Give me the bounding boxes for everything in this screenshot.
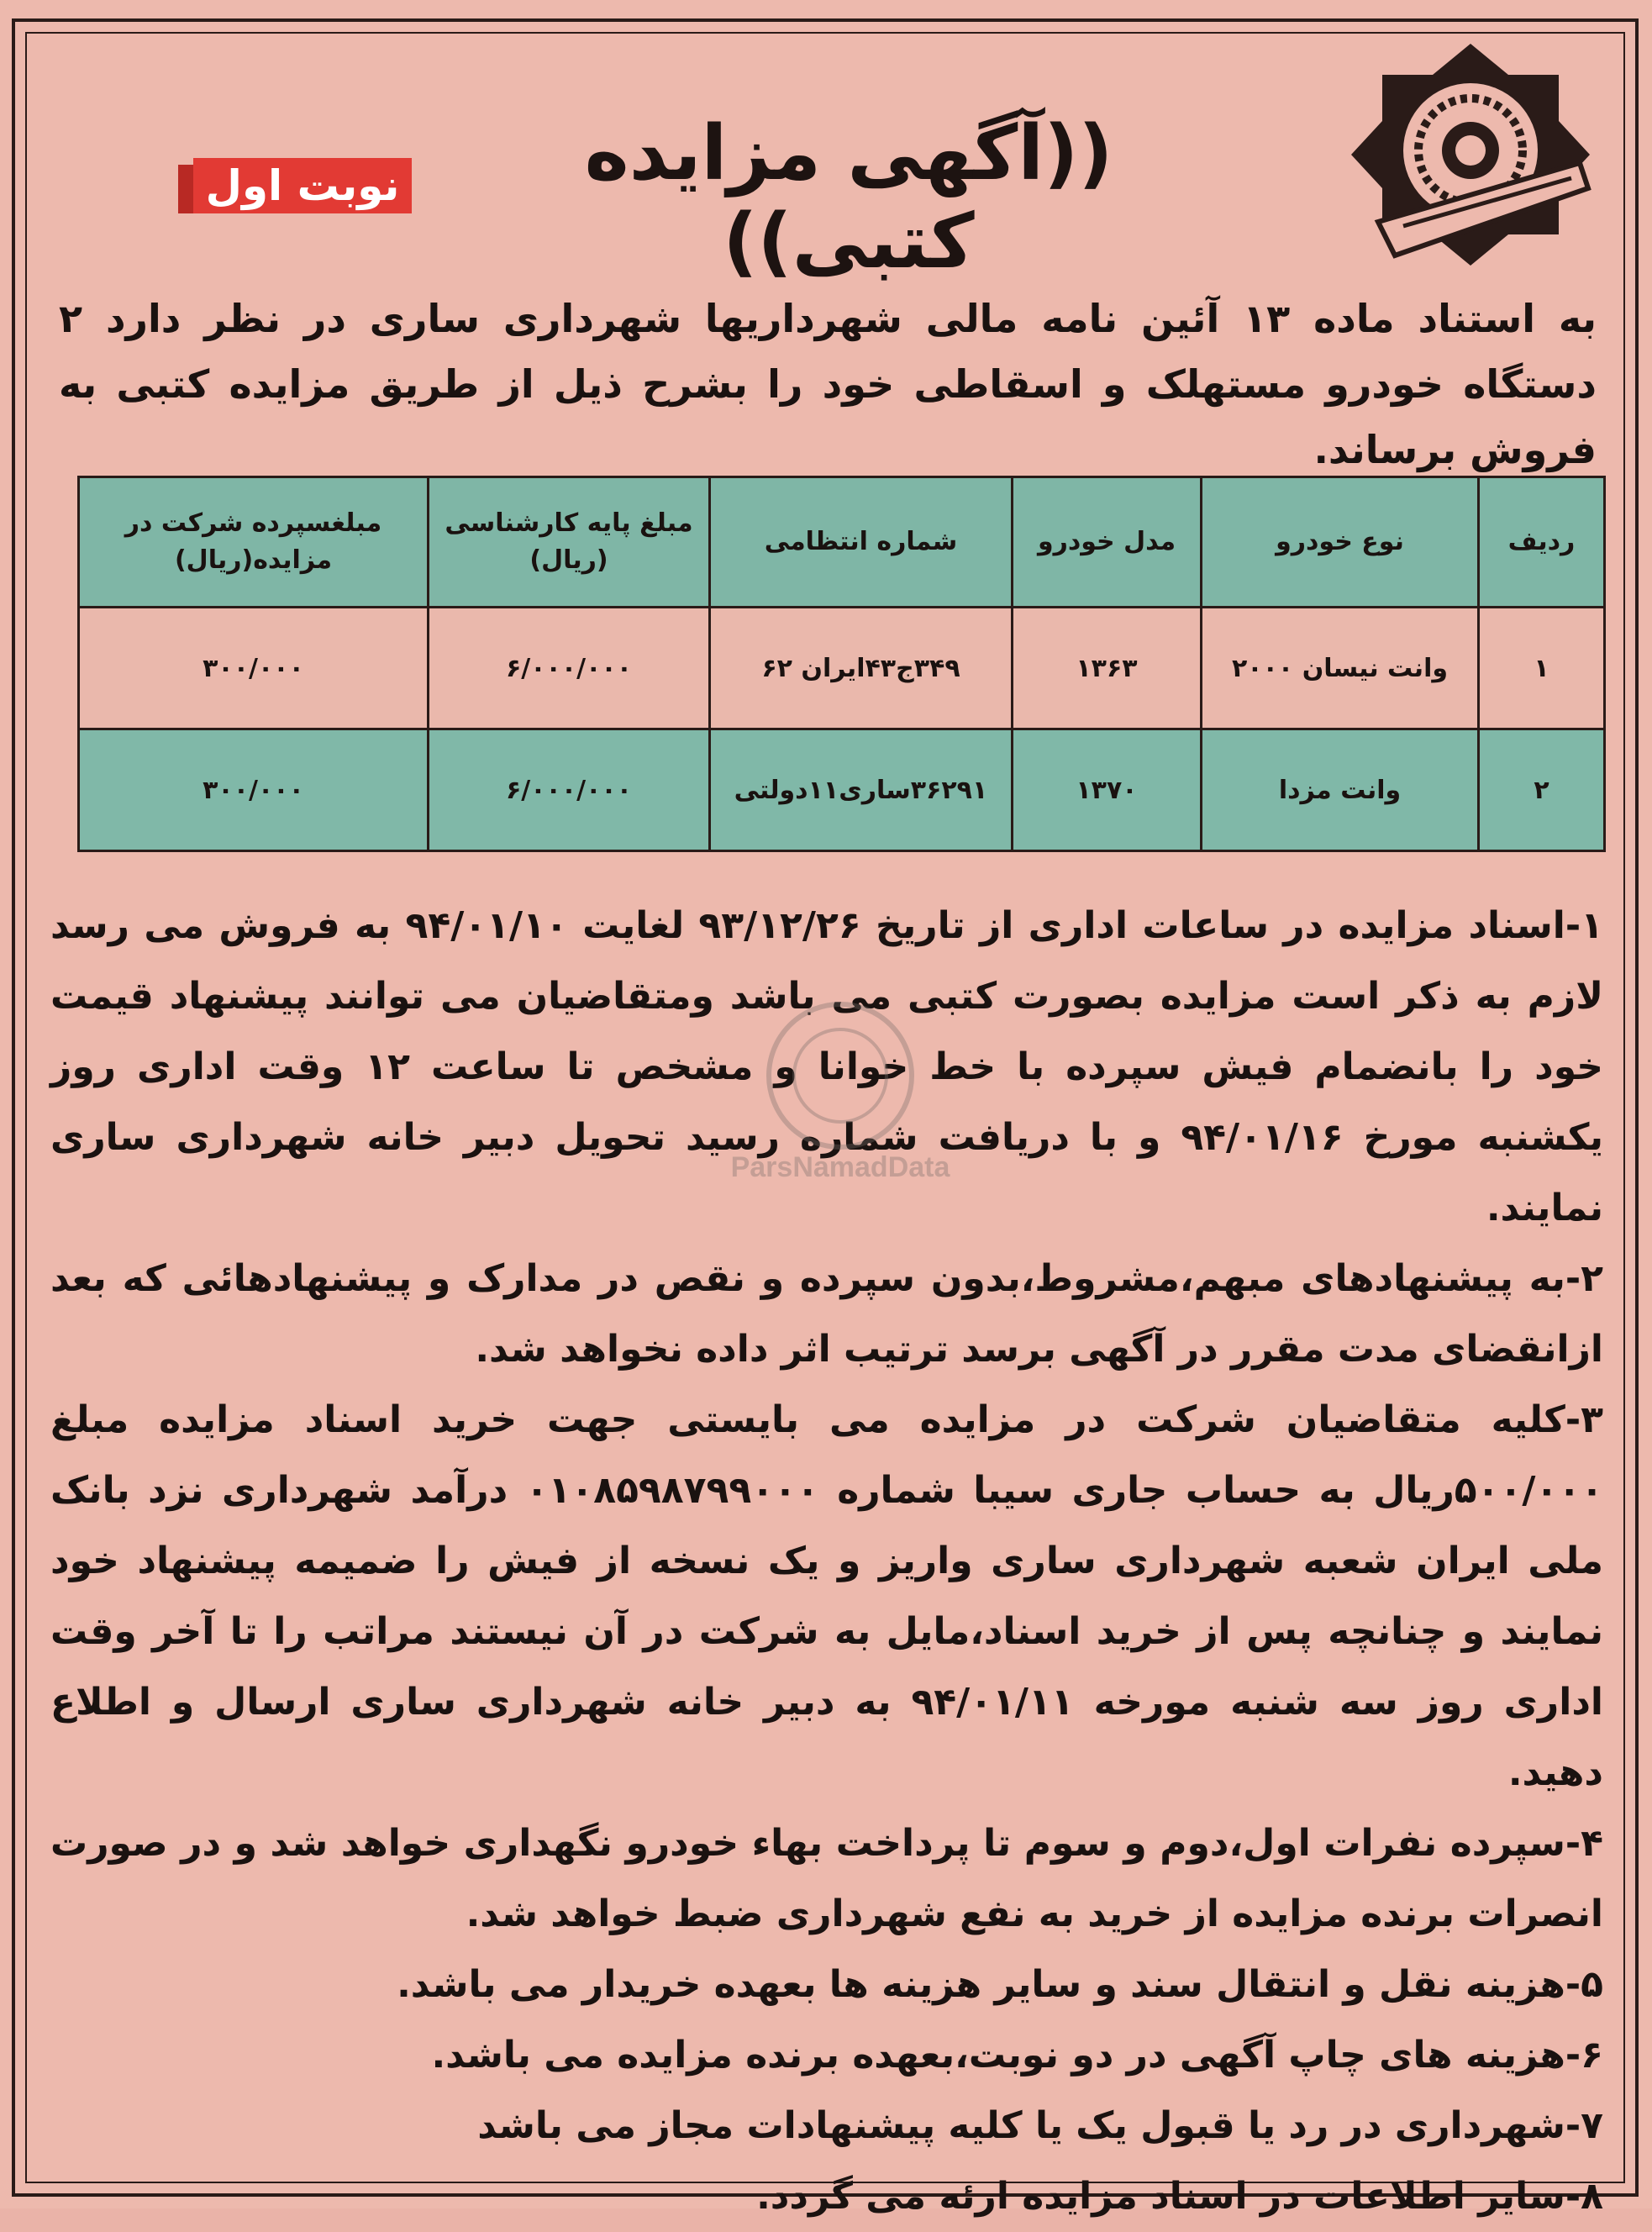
intro-paragraph: به استناد ماده ۱۳ آئین نامه مالی شهرداریها شهرداری ساری در نظر دارد ۲ دستگاه خودرو مستهلک و اسقاطی خود را بشرح ذیل از طریق مزایده کتبی به فروش برساند. xyxy=(59,296,1597,472)
vehicles-table xyxy=(77,476,1606,852)
header-vehicle-type: نوع خودرو xyxy=(1202,477,1479,608)
condition-3: ۳-کلیه متقاضیان شرکت در مزایده می بایستی جهت خرید اسناد مزایده مبلغ ۵۰۰/۰۰۰ریال به حساب جاری سیبا شماره ۰۱۰۸۵۹۸۷۹۹۰۰۰ درآمد شهرداری نزد بانک ملی ایران شعبه شهرداری ساری واریز و یک نسخه از فیش را ضمیمه پیشنهاد خود نمایند و چنانچه پس از خرید اسناد،مایل به شرکت در آن نیستند مراتب را تا آخر وقت اداری روز سه شنبه مورخه ۹۴/۰۱/۱۱ به دبیر خانه شهرداری ساری ارسال و اطلاع دهید. xyxy=(50,1398,1603,1794)
cell-plate-number: ۳۴۹ج۴۳ایران ۶۲ xyxy=(710,608,1013,729)
header-vehicle-model: مدل خودرو xyxy=(1013,477,1202,608)
cell-row-number: ۲ xyxy=(1479,729,1605,851)
cell-deposit: ۳۰۰/۰۰۰ xyxy=(79,729,429,851)
condition-5: ۵-هزینه نقل و انتقال سند و سایر هزینه ها بعهده خریدار می باشد. xyxy=(397,1963,1603,2006)
watermark-text: ParsNamadData xyxy=(730,1151,950,1183)
cell-vehicle-model: ۱۳۶۳ xyxy=(1013,608,1202,729)
table-row xyxy=(79,729,1605,851)
cell-plate-number: ۳۶۲۹۱ساری۱۱دولتی xyxy=(710,729,1013,851)
cell-vehicle-model: ۱۳۷۰ xyxy=(1013,729,1202,851)
condition-2: ۲-به پیشنهادهای مبهم،مشروط،بدون سپرده و نقص در مدارک و پیشنهادهائی که بعد ازانقضای مدت مقرر در آگهی برسد ترتیب اثر داده نخواهد شد. xyxy=(50,1257,1603,1371)
cell-base-price: ۶/۰۰۰/۰۰۰ xyxy=(429,608,710,729)
condition-7: ۷-شهرداری در رد یا قبول یک یا کلیه پیشنهادات مجاز می باشد xyxy=(477,2104,1603,2147)
condition-1: ۱-اسناد مزایده در ساعات اداری از تاریخ ۹۳/۱۲/۲۶ لغایت ۹۴/۰۱/۱۰ به فروش می رسد لازم به ذکر است مزایده بصورت کتبی می باشد ومتقاضیان می توانند پیشنهاد قیمت خود را بانضمام فیش سپرده با خط خوانا و مشخص تا ساعت ۱۲ وقت اداری روز یکشنبه مورخ ۹۴/۰۱/۱۶ و با دریافت شماره رسید تحویل دبیر خانه شهرداری ساری نمایند. xyxy=(50,904,1603,1229)
condition-6: ۶-هزینه های چاپ آگهی در دو نوبت،بعهده برنده مزایده می باشد. xyxy=(431,2034,1603,2077)
table-row xyxy=(79,608,1605,729)
cell-deposit: ۳۰۰/۰۰۰ xyxy=(79,608,429,729)
cell-vehicle-type: وانت نیسان ۲۰۰۰ xyxy=(1202,608,1479,729)
condition-8: ۸-سایر اطلاعات در اسناد مزایده ارئه می گردد. xyxy=(756,2175,1603,2218)
first-publication-badge: نوبت اول xyxy=(193,158,412,213)
watermark xyxy=(664,992,1017,1244)
condition-4: ۴-سپرده نفرات اول،دوم و سوم تا پرداخت بهاء خودرو نگهداری خواهد شد و در صورت انصرات برنده مزایده از خرید به نفع شهرداری ضبط خواهد شد. xyxy=(50,1822,1603,1935)
header-row-number: ردیف xyxy=(1479,477,1605,608)
table-header-row xyxy=(79,477,1605,608)
header-plate-number: شماره انتظامی xyxy=(710,477,1013,608)
header-base-price: مبلغ پایه کارشناسی (ریال) xyxy=(429,477,710,608)
cell-vehicle-type: وانت مزدا xyxy=(1202,729,1479,851)
header-deposit: مبلغسپرده شرکت در مزایده(ریال) xyxy=(79,477,429,608)
watermark-emblem-icon xyxy=(664,992,1017,1160)
sari-municipality-logo-icon xyxy=(1344,37,1597,272)
page-title: ((آگهی مزایده کتبی)) xyxy=(584,109,1113,286)
cell-base-price: ۶/۰۰۰/۰۰۰ xyxy=(429,729,710,851)
cell-row-number: ۱ xyxy=(1479,608,1605,729)
